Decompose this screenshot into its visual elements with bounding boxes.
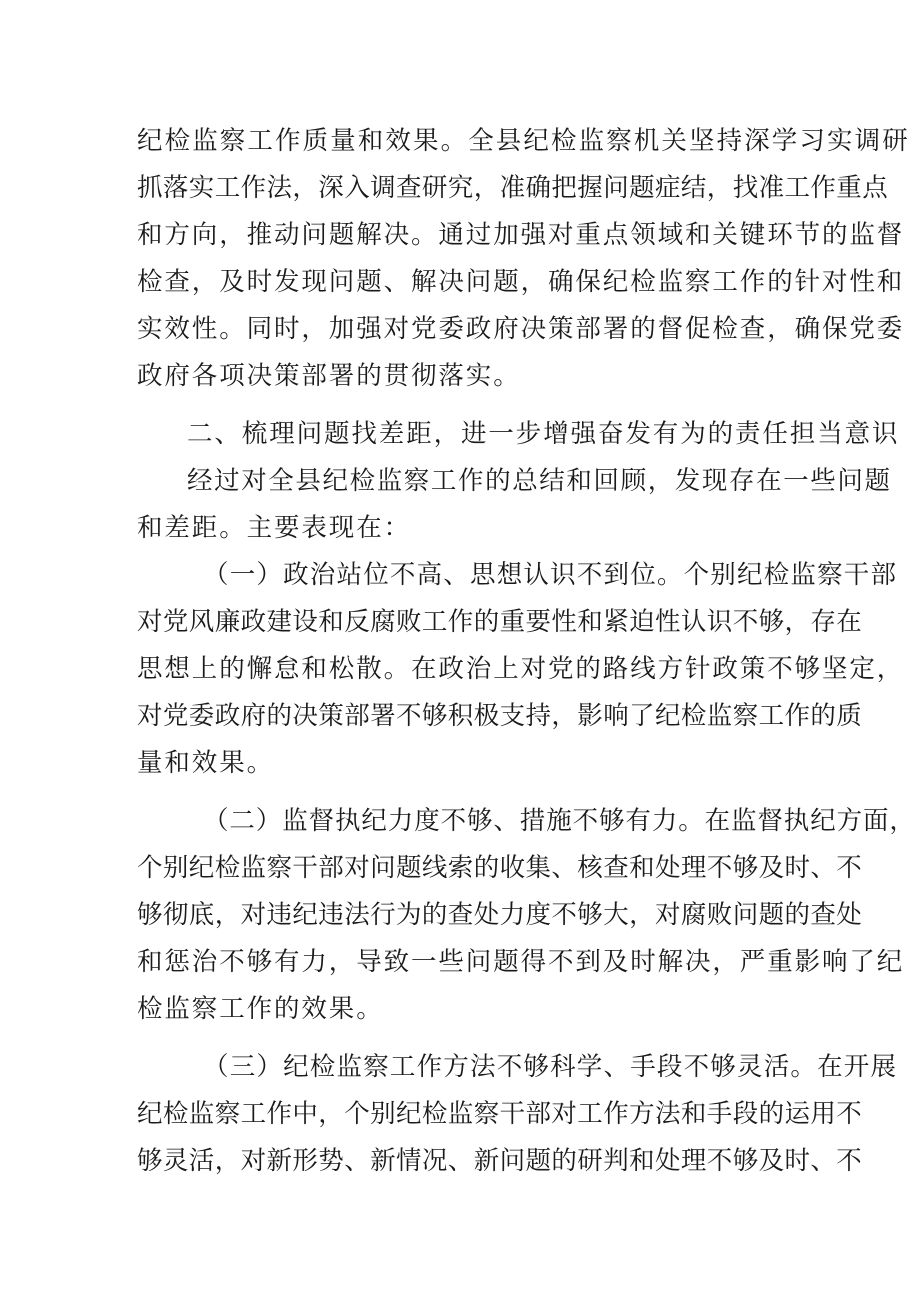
subsection-heading: （一）政治站位不高、思想认识不到位。个别纪检监察干部 — [203, 560, 898, 590]
text-line: 纪检监察工作质量和效果。全县纪检监察机关坚持深学习实调研 — [137, 126, 910, 156]
text-line: 思想上的懈怠和松散。在政治上对党的路线方针政策不够坚定， — [137, 654, 905, 684]
section-heading: 二、梳理问题找差距，进一步增强奋发有为的责任担当意识 — [187, 419, 900, 449]
text-line: 检监察工作的效果。 — [137, 994, 384, 1024]
text-line: 和惩治不够有力，导致一些问题得不到及时解决，严重影响了纪 — [137, 947, 905, 977]
text-line: 政府各项决策部署的贯彻落实。 — [137, 361, 521, 391]
text-line: 纪检监察工作中，个别纪检监察干部对工作方法和手段的运用不 — [137, 1099, 863, 1129]
text-line: 对党委政府的决策部署不够积极支持，影响了纪检监察工作的质 — [137, 701, 863, 731]
text-line: 够灵活，对新形势、新情况、新问题的研判和处理不够及时、不 — [137, 1146, 863, 1176]
text-line: 检查，及时发现问题、解决问题，确保纪检监察工作的针对性和 — [137, 267, 905, 297]
text-line: 实效性。同时，加强对党委政府决策部署的督促检查，确保党委 — [137, 314, 905, 344]
text-line: 个别纪检监察干部对问题线索的收集、核查和处理不够及时、不 — [137, 853, 863, 883]
text-line: 抓落实工作法，深入调查研究，准确把握问题症结，找准工作重点 — [137, 173, 889, 203]
subsection-heading: （二）监督执纪力度不够、措施不够有力。在监督执纪方面， — [203, 806, 916, 836]
text-line: 够彻底，对违纪违法行为的查处力度不够大，对腐败问题的查处 — [137, 900, 863, 930]
text-line: 量和效果。 — [137, 748, 275, 778]
text-line: 和差距。主要表现在： — [137, 513, 412, 543]
text-line: 对党风廉政建设和反腐败工作的重要性和紧迫性认识不够，存在 — [137, 607, 863, 637]
document-body — [137, 118, 916, 1185]
text-line: 和方向，推动问题解决。通过加强对重点领域和关键环节的监督 — [137, 220, 905, 250]
subsection-heading: （三）纪检监察工作方法不够科学、手段不够灵活。在开展 — [203, 1052, 898, 1082]
text-line: 经过对全县纪检监察工作的总结和回顾，发现存在一些问题 — [187, 466, 892, 496]
